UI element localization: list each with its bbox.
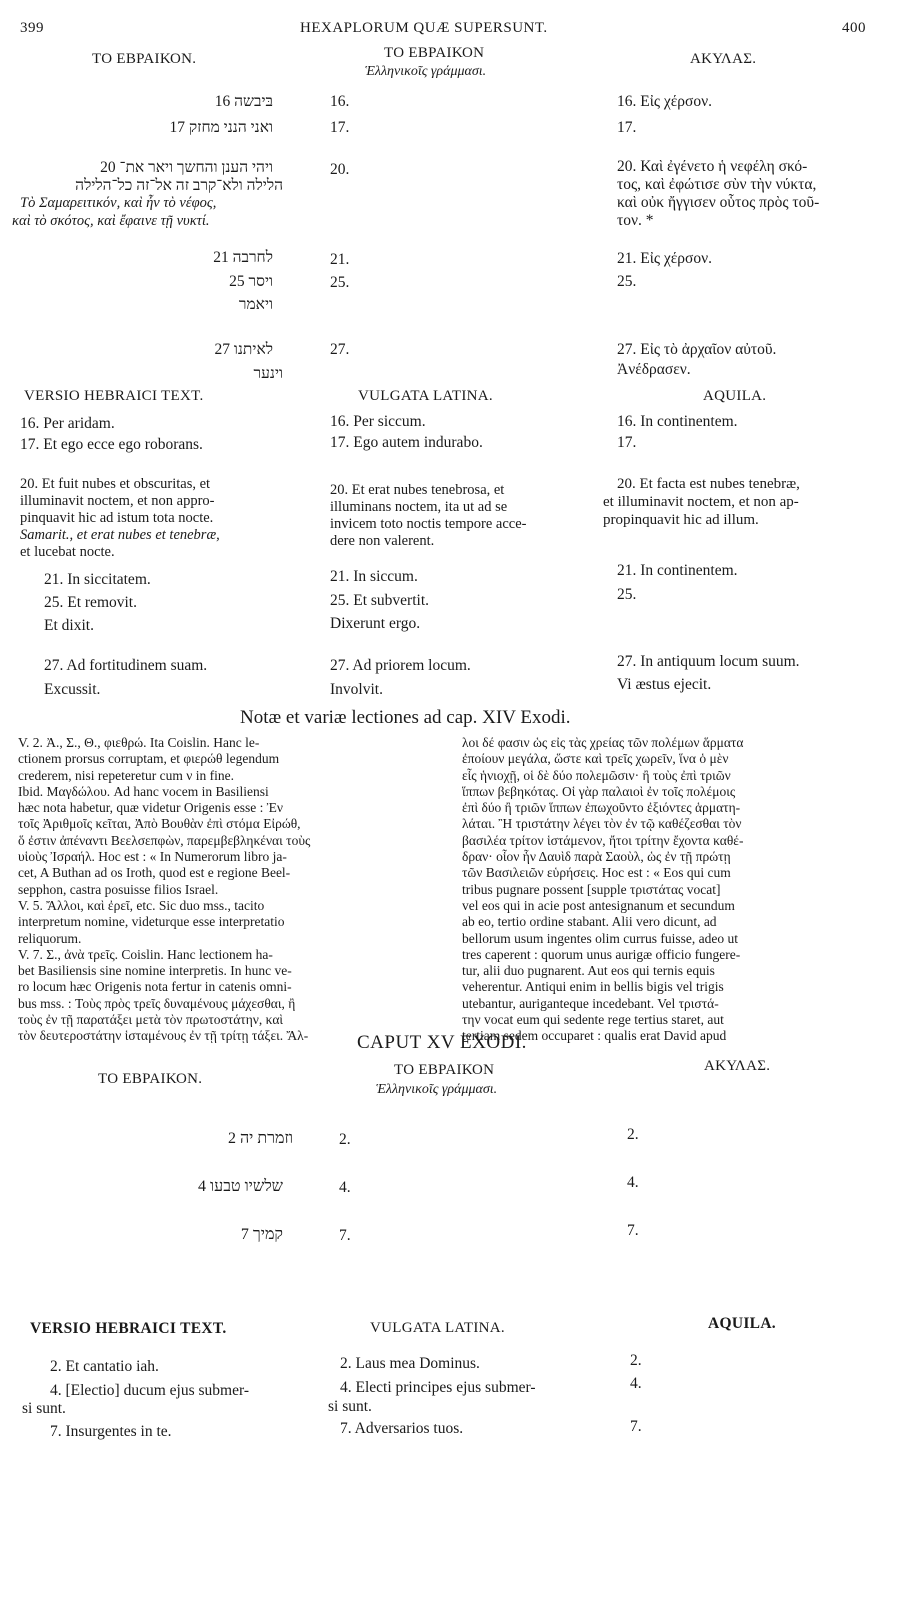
note-line: tertiam sedem occuparet : qualis erat David apud	[462, 1028, 727, 1044]
hebrew-line: לאיתנו 27	[214, 341, 273, 358]
caput-versio-line: si sunt.	[22, 1400, 66, 1417]
versio-line: illuminavit noctem, et non appro-	[20, 493, 215, 509]
note-line: cet, A Buthan ad os Iroth, quod est e regione Beel-	[18, 865, 291, 881]
aquila-latin-line: propinquavit hic ad illum.	[603, 512, 759, 528]
note-line: εἷς ἡνιοχῇ, οἱ δὲ δύο πολεμῶσιν· ἢ τοὺς ἐπὶ τριῶν	[462, 767, 731, 783]
vulgata-line: Dixerunt ergo.	[330, 615, 421, 632]
versio-line: 17. Et ego ecce ego roborans.	[20, 436, 203, 453]
versio-line: pinquavit hic ad istum tota nocte.	[20, 510, 214, 526]
vulgata-line: 16. Per siccum.	[330, 413, 426, 430]
vulgata-line: 17. Ego autem indurabo.	[330, 434, 483, 451]
versio-line: Excussit.	[44, 681, 101, 698]
aquila-latin-line: Vi æstus ejecit.	[617, 676, 712, 693]
caput-header-hebrew: ΤΟ ΕΒΡΑΙΚΟΝ.	[98, 1071, 203, 1087]
caput-header-aquila-latin: AQUILA.	[708, 1315, 776, 1332]
note-line: V. 7. Σ., ἀνὰ τρεῖς. Coislin. Hanc lectionem ha-	[18, 946, 273, 962]
caput-versio-line: 2. Et cantatio iah.	[50, 1358, 159, 1375]
note-line: ἐπὶ δύο ἢ τριῶν ἵππων ἐπωχοῦντο ἐξιόντες ἁρματη-	[462, 800, 741, 816]
hebrew-line: ויאמר	[238, 296, 273, 313]
note-line: interpretum nomine, videturque esse interpretatio	[18, 914, 285, 930]
caput-vulgata-line: 7. Adversarios tuos.	[340, 1420, 464, 1437]
vulgata-line: 21. In siccum.	[330, 568, 418, 585]
caput-aquila-latin-number: 7.	[630, 1418, 642, 1435]
caput-vulgata-line: si sunt.	[328, 1398, 372, 1415]
header-greek-letters: ΤΟ ΕΒΡΑΙΚΟΝ	[384, 45, 485, 61]
header-aquila-latin: AQUILA.	[703, 388, 767, 404]
note-line: Ibid. Μαγδώλου. Ad hanc vocem in Basiliensi	[18, 783, 269, 799]
aquila-latin-line: et illuminavit noctem, et non ap-	[603, 494, 799, 510]
caput-vulgata-line: 4. Electi principes ejus submer-	[340, 1379, 536, 1396]
note-line: ro locum hæc Origenis nota fertur in catenis omni-	[18, 979, 292, 995]
note-line: λοι δέ φασιν ὡς εἰς τὰς χρείας τῶν πολέμων ἅρματα	[462, 735, 744, 750]
caput-aquila-number: 4.	[627, 1174, 639, 1191]
note-line: ἵππων βεβηκότας. Οἱ γὰρ παλαιοὶ ἐν τοῖς πολέμοις	[462, 783, 736, 799]
caput-header-vulgata: VULGATA LATINA.	[370, 1320, 505, 1336]
aquila-latin-line: 20. Et facta est nubes tenebræ,	[617, 476, 800, 492]
caput-aquila-number: 7.	[627, 1222, 639, 1239]
aquila-line: 16. Εἰς χέρσον.	[617, 93, 713, 110]
note-line: βασιλέα τρίτον ἱστάμενον, ἤτοι τρίτην ἔχοντα καθέ-	[462, 832, 744, 848]
caput-versio-line: 4. [Electio] ducum ejus submer-	[50, 1382, 249, 1399]
hebrew-line: לחרבה 21	[213, 249, 273, 266]
caput-verse-number: 2.	[339, 1131, 351, 1148]
note-line: reliquorum.	[18, 930, 82, 946]
vulgata-line: Involvit.	[330, 681, 383, 698]
versio-line: Samarit., et erat nubes et tenebræ,	[20, 527, 220, 543]
aquila-latin-line: 17.	[617, 434, 637, 451]
note-line: sepphon, castra posuisse filios Israel.	[18, 881, 219, 897]
hebrew-line: הלילה ולא־קרב זה אל־זה כל־הלילה	[75, 177, 283, 194]
caput-aquila-number: 2.	[627, 1126, 639, 1143]
caput-hebrew-line: קמיך 7	[240, 1226, 283, 1243]
header-aquila: ΑΚΥΛΑΣ.	[690, 51, 757, 67]
aquila-latin-line: 16. In continentem.	[617, 413, 738, 430]
note-line: τοῖς Ἀριθμοῖς κεῖται, Ἀπὸ Βουθὰν ἐπὶ στόμα Εἰρώθ,	[18, 816, 301, 832]
note-line: tur, alii duo pugnarent. Aut eos qui ternis equis	[462, 963, 715, 979]
note-line: ab eo, tertio ordine stabant. Alii vero dicunt, ad	[462, 914, 717, 930]
samaritan-line: καὶ τὸ σκότος, καὶ ἔφαινε τῇ νυκτί.	[12, 213, 210, 229]
note-line: υἱοὺς Ἰσραήλ. Hoc est : « In Numerorum libro ja-	[18, 849, 287, 865]
caput-header-greek-letters-sub: Ἑλληνικοῖς γράμμασι.	[376, 1082, 498, 1097]
caput-header-aquila: ΑΚΥΛΑΣ.	[704, 1058, 771, 1074]
vulgata-line: illuminans noctem, ita ut ad se	[330, 499, 508, 515]
aquila-latin-line: 21. In continentem.	[617, 562, 738, 579]
note-line: λάται. Ἢ τριστάτην λέγει τὸν ἐν τῷ καθέζεσθαι τὸν	[462, 816, 742, 832]
header-greek-letters-sub: Ἑλληνικοῖς γράμμασι.	[365, 64, 487, 79]
hebrew-line: ויסר 25	[229, 273, 273, 290]
header-hebrew: ΤΟ ΕΒΡΑΙΚΟΝ.	[92, 51, 197, 67]
note-line: την vocat eum qui sedente rege tertius staret, aut	[462, 1012, 724, 1028]
note-line: utebantur, auriganteque incedebant. Vel τριστά-	[462, 995, 719, 1011]
note-line: hæc nota habetur, quæ videtur Origenis esse : Ἐν	[18, 800, 283, 816]
page-number-left: 399	[20, 20, 44, 36]
vulgata-line: 25. Et subvertit.	[330, 592, 430, 609]
note-line: crederem, nisi repeteretur cum ν in fine.	[18, 767, 235, 783]
caput-hebrew-line: וזמרת יה 2	[227, 1130, 293, 1147]
aquila-line: τον. *	[617, 212, 654, 229]
versio-line: Et dixit.	[44, 617, 94, 634]
verse-number: 20.	[330, 161, 350, 178]
header-versio: VERSIO HEBRAICI TEXT.	[24, 388, 204, 404]
note-line: vel eos qui in acie post antesignanum et secundum	[462, 897, 735, 913]
hebrew-line: ואני הנני מחזק 17	[169, 119, 273, 136]
versio-line: 20. Et fuit nubes et obscuritas, et	[20, 476, 211, 492]
page-number-right: 400	[842, 20, 866, 36]
note-line: bellorum usum ingentes olim currus fuisse, adeo ut	[462, 930, 738, 946]
notes-right-column	[462, 735, 743, 1045]
caput-header-versio: VERSIO HEBRAICI TEXT.	[30, 1320, 227, 1337]
hebrew-line: וינער	[253, 365, 283, 382]
verse-number: 27.	[330, 341, 350, 358]
note-line: ἐποίουν μεγάλα, ὥστε καὶ τρεῖς χωρεῖν, ἵνα ὁ μὲν	[462, 751, 729, 767]
note-line: V. 2. Ἀ., Σ., Θ., φιεθρώ. Ita Coislin. Hanc le-	[18, 735, 260, 750]
hebrew-line: בּיבשה 16	[214, 93, 273, 110]
caput-verse-number: 4.	[339, 1179, 351, 1196]
versio-line: 16. Per aridam.	[20, 415, 115, 432]
header-vulgata: VULGATA LATINA.	[358, 388, 493, 404]
verse-number: 25.	[330, 274, 350, 291]
versio-line: 27. Ad fortitudinem suam.	[44, 657, 208, 674]
caput-hebrew-line: שלשיו טבעו 4	[198, 1178, 283, 1195]
aquila-line: καὶ οὐκ ἤγγισεν οὗτος πρὸς τοῦ-	[617, 194, 820, 211]
samaritan-line: Τὸ Σαμαρειτικόν, καὶ ἦν τὸ νέφος,	[20, 195, 217, 211]
notes-title: Notæ et variæ lectiones ad cap. XIV Exodi.	[240, 707, 571, 728]
notes-left-column	[18, 735, 310, 1045]
versio-line: 21. In siccitatem.	[44, 571, 151, 588]
note-line: τοὺς ἐν τῇ παρατάξει μετὰ τὸν πρωτοστάτην, καὶ	[18, 1012, 284, 1028]
running-title: HEXAPLORUM QUÆ SUPERSUNT.	[300, 20, 548, 36]
vulgata-line: 20. Et erat nubes tenebrosa, et	[330, 482, 505, 498]
note-line: τὸν δευτεροστάτην ἱσταμένους ἐν τῇ τρίτῃ τάξει. Ἄλ-	[18, 1028, 309, 1044]
aquila-line: 25.	[617, 273, 637, 290]
caput-header-greek-letters: ΤΟ ΕΒΡΑΙΚΟΝ	[394, 1062, 495, 1078]
caput-aquila-latin-number: 4.	[630, 1375, 642, 1392]
hebrew-line: ויהי הענן והחשך ויאר את־ 20	[100, 159, 273, 176]
caput-versio-line: 7. Insurgentes in te.	[50, 1423, 172, 1440]
aquila-latin-line: 27. In antiquum locum suum.	[617, 653, 800, 670]
caput-aquila-latin-number: 2.	[630, 1352, 642, 1369]
note-line: tres caperent : quorum unus aurigæ officio fungere-	[462, 946, 741, 962]
aquila-line: 21. Εἰς χέρσον.	[617, 250, 713, 267]
vulgata-line: dere non valerent.	[330, 533, 435, 549]
aquila-line: Ἀνέδρασεν.	[617, 361, 691, 378]
aquila-line: τος, καὶ ἐφώτισε σὺν τὴν νύκτα,	[617, 176, 817, 193]
vulgata-line: 27. Ad priorem locum.	[330, 657, 471, 674]
note-line: bus mss. : Τοὺς πρὸς τρεῖς δυναμένους μάχεσθαι, ἢ	[18, 995, 296, 1011]
note-line: δραν· οἷον ἦν Δαυὶδ παρὰ Σαοὺλ, ὡς ἐν τῇ πρώτῃ	[462, 849, 731, 865]
verse-number: 21.	[330, 251, 350, 268]
aquila-line: 17.	[617, 119, 637, 136]
caput-verse-number: 7.	[339, 1227, 351, 1244]
note-line: τῶν Βασιλειῶν εὑρήσεις. Hoc est : « Eos qui cum	[462, 865, 731, 881]
aquila-line: 27. Εἰς τὸ ἀρχαῖον αὐτοῦ.	[617, 341, 777, 358]
note-line: veherentur. Antiqui enim in bellis bigis vel trigis	[462, 979, 724, 995]
note-line: ctionem prorsus corruptam, et φιερώθ legendum	[18, 751, 280, 767]
caput-vulgata-line: 2. Laus mea Dominus.	[340, 1355, 480, 1372]
note-line: ὅ ἐστιν ἀπέναντι Βεελσεπφὼν, παρεμβεβληκέναι τοὺς	[18, 832, 311, 848]
aquila-latin-line: 25.	[617, 586, 637, 603]
caput-title: CAPUT XV EXODI.	[357, 1032, 527, 1053]
aquila-line: 20. Καὶ ἐγένετο ἡ νεφέλη σκό-	[617, 158, 808, 175]
note-line: V. 5. Ἄλλοι, καὶ ἐρεῖ, etc. Sic duo mss., tacito	[18, 897, 265, 913]
note-line: bet Basiliensis sine nomine interpretis. In hunc ve-	[18, 963, 292, 979]
versio-line: et lucebat nocte.	[20, 544, 115, 560]
verse-number: 17.	[330, 119, 350, 136]
vulgata-line: invicem toto noctis tempore acce-	[330, 516, 527, 532]
verse-number: 16.	[330, 93, 350, 110]
note-line: tribus pugnare possent [supple τριστάτας vocat]	[462, 881, 721, 897]
versio-line: 25. Et removit.	[44, 594, 137, 611]
